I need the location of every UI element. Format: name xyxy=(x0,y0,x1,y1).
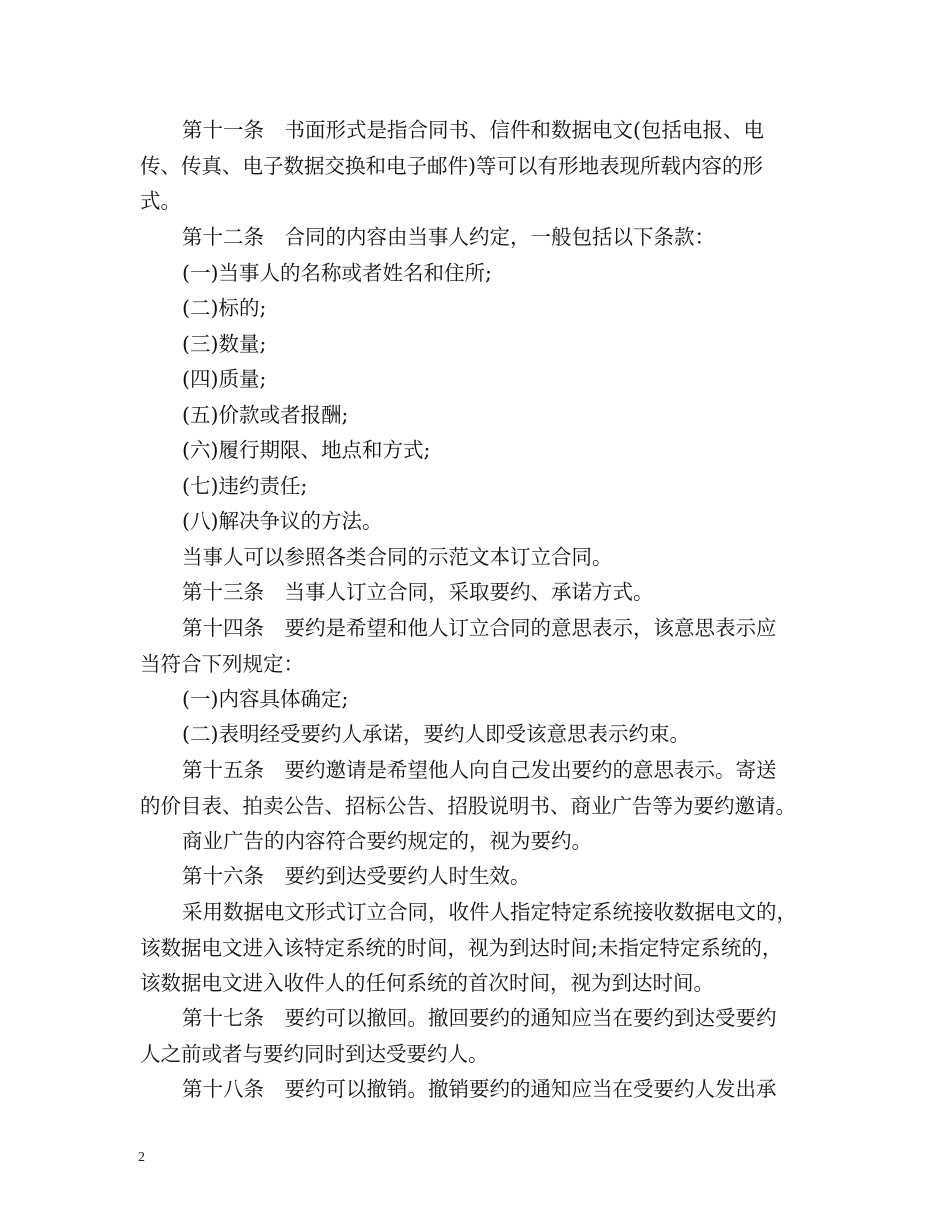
text-line: 第十四条 要约是希望和他人订立合同的意思表示，该意思表示应 xyxy=(182,616,777,640)
text-line: 商业广告的内容符合要约规定的，视为要约。 xyxy=(182,829,592,853)
paragraph-article-18 xyxy=(140,1072,812,1108)
text-line: 第十五条 要约邀请是希望他人向自己发出要约的意思表示。寄送 xyxy=(182,758,777,782)
text-line: (二)标的; xyxy=(182,296,267,320)
paragraph xyxy=(140,824,812,860)
text-line: 第十七条 要约可以撤回。撤回要约的通知应当在要约到达受要约 xyxy=(182,1006,777,1030)
text-line: (五)价款或者报酬; xyxy=(182,403,349,427)
list-item xyxy=(140,433,812,469)
text-line: (一)当事人的名称或者姓名和住所; xyxy=(182,261,492,285)
paragraph-article-15 xyxy=(140,753,812,824)
text-line: 第十三条 当事人订立合同，采取要约、承诺方式。 xyxy=(182,580,654,604)
text-line: 传、传真、电子数据交换和电子邮件)等可以有形地表现所载内容的形 xyxy=(140,153,763,178)
paragraph xyxy=(140,540,812,576)
text-line: 人之前或者与要约同时到达受要约人。 xyxy=(140,1041,489,1066)
text-line: 的价目表、拍卖公告、招标公告、招股说明书、商业广告等为要约邀请。 xyxy=(140,793,796,818)
paragraph-article-14 xyxy=(140,611,812,682)
text-line: 采用数据电文形式订立合同，收件人指定特定系统接收数据电文的， xyxy=(182,900,797,924)
list-item xyxy=(140,717,812,753)
text-line: 该数据电文进入该特定系统的时间，视为到达时间;未指定特定系统的， xyxy=(140,935,783,960)
text-line: (八)解决争议的方法。 xyxy=(182,509,383,533)
text-line: (二)表明经受要约人承诺，要约人即受该意思表示约束。 xyxy=(182,722,690,746)
text-line: 该数据电文进入收件人的任何系统的首次时间，视为到达时间。 xyxy=(140,971,714,995)
text-line: (一)内容具体确定; xyxy=(182,687,349,711)
list-item xyxy=(140,327,812,363)
list-item xyxy=(140,682,812,718)
paragraph xyxy=(140,895,812,1002)
list-item xyxy=(140,256,812,292)
paragraph-article-11 xyxy=(140,113,812,220)
text-line: 第十八条 要约可以撤销。撤销要约的通知应当在受要约人发出承 xyxy=(182,1077,777,1101)
text-line: 式。 xyxy=(140,189,181,213)
text-line: 第十二条 合同的内容由当事人约定，一般包括以下条款： xyxy=(182,225,715,249)
text-line: (六)履行期限、地点和方式; xyxy=(182,438,431,462)
page-number: 2 xyxy=(138,1150,145,1165)
text-line: (四)质量; xyxy=(182,367,267,391)
paragraph-article-13 xyxy=(140,575,812,611)
text-line: 当事人可以参照各类合同的示范文本订立合同。 xyxy=(182,545,613,569)
paragraph-article-17 xyxy=(140,1001,812,1072)
paragraph-article-16 xyxy=(140,859,812,895)
list-item xyxy=(140,398,812,434)
text-line: 第十六条 要约到达受要约人时生效。 xyxy=(182,864,531,888)
paragraph-article-12 xyxy=(140,220,812,256)
list-item xyxy=(140,362,812,398)
text-line: 当符合下列规定： xyxy=(140,651,304,676)
text-line: 第十一条 书面形式是指合同书、信件和数据电文(包括电报、电 xyxy=(182,118,764,142)
list-item xyxy=(140,291,812,327)
list-item xyxy=(140,504,812,540)
list-item xyxy=(140,469,812,505)
text-line: (三)数量; xyxy=(182,332,267,356)
text-line: (七)违约责任; xyxy=(182,474,308,498)
